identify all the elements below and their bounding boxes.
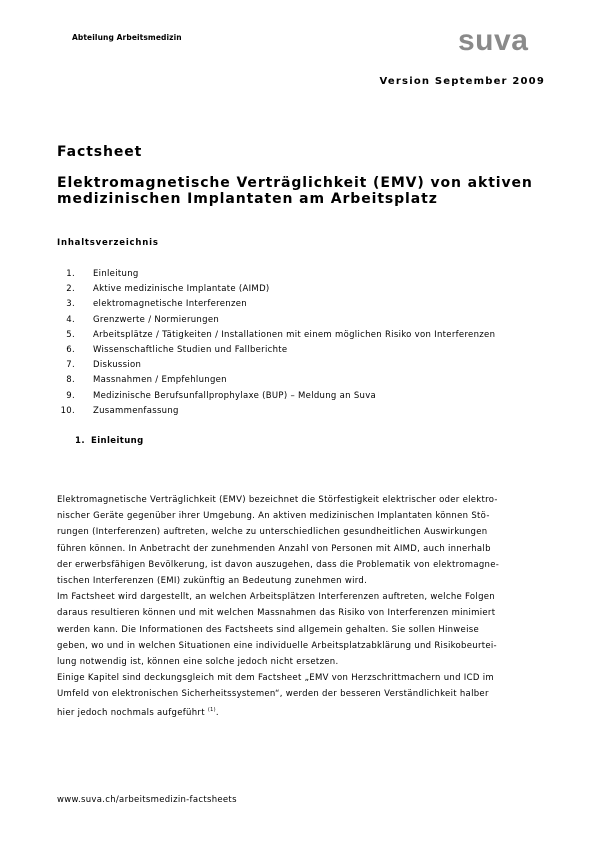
- toc-item-label: Zusammenfassung: [93, 405, 179, 416]
- toc-item-number: 8.: [66, 375, 75, 386]
- table-of-contents: [57, 269, 557, 421]
- toc-item: [57, 269, 557, 284]
- body-text: .: [215, 708, 219, 719]
- toc-item: [57, 284, 557, 299]
- toc-item: [57, 406, 557, 421]
- toc-item: [57, 315, 557, 330]
- toc-item-number: 3.: [66, 299, 75, 310]
- body-line: [57, 702, 549, 718]
- toc-item-number: 6.: [66, 344, 75, 355]
- body-line: lung notwendig ist, können eine solche jedoch nicht ersetzen.: [57, 656, 339, 667]
- toc-heading: Inhaltsverzeichnis: [57, 238, 159, 248]
- toc-item: [57, 375, 557, 390]
- toc-item-label: Einleitung: [93, 269, 139, 279]
- toc-item: [57, 345, 557, 360]
- body-line: tischen Interferenzen (EMI) zukünftig an Bedeutung zunehmen wird.: [57, 575, 368, 586]
- title-line: medizinischen Implantaten am Arbeitsplatz: [57, 191, 438, 207]
- toc-item-label: Wissenschaftliche Studien und Fallberichte: [93, 344, 288, 355]
- toc-item: [57, 360, 557, 375]
- toc-item-number: 1.: [66, 269, 75, 279]
- toc-item-label: elektromagnetische Interferenzen: [93, 299, 247, 310]
- body-line: der erwerbsfähigen Bevölkerung, ist davon auszugehen, dass die Problematik von elektromagne-: [57, 559, 500, 570]
- suva-logo: suva: [458, 24, 529, 57]
- body-text: hier jedoch nochmals aufgeführt: [57, 708, 205, 719]
- document-title: [57, 175, 557, 207]
- title-line: Elektromagnetische Verträglichkeit (EMV) von aktiven: [57, 175, 533, 191]
- section-title: Einleitung: [91, 436, 144, 446]
- body-line: rungen (Interferenzen) auftreten, welche zu unterschiedlichen gesundheitlichen Auswirkungen: [57, 527, 488, 538]
- footnote-reference[interactable]: (1): [207, 707, 216, 714]
- body-line: geben, wo und in welchen Situationen eine individuelle Arbeitsplatzabklärung und Risikobeurtei-: [57, 640, 497, 651]
- body-line: daraus resultieren können und mit welchen Massnahmen das Risiko von Interferenzen minimiert: [57, 608, 496, 619]
- toc-item-number: 4.: [66, 314, 75, 325]
- toc-item: [57, 299, 557, 314]
- department-label: Abteilung Arbeitsmedizin: [72, 33, 182, 42]
- toc-item-number: 10.: [60, 405, 75, 416]
- toc-item-label: Diskussion: [93, 360, 142, 371]
- version-label: Version September 2009: [379, 76, 545, 87]
- toc-item: [57, 391, 557, 406]
- body-line: führen können. In Anbetracht der zunehmenden Anzahl von Personen mit AIMD, auch innerhalb: [57, 543, 491, 554]
- document-type-heading: Factsheet: [57, 144, 143, 160]
- toc-item-number: 2.: [66, 284, 75, 295]
- body-line: werden kann. Die Informationen des Factsheets sind allgemein gehalten. Sie sollen Hinweise: [57, 624, 480, 635]
- section-number: 1.: [75, 436, 85, 446]
- toc-item-label: Arbeitsplätze / Tätigkeiten / Installationen mit einem möglichen Risiko von Interferenzen: [93, 329, 496, 340]
- body-line: nischer Geräte gegenüber ihrer Umgebung. An aktiven medizinischen Implantaten können Stö-: [57, 511, 490, 522]
- toc-item-label: Grenzwerte / Normierungen: [93, 314, 220, 325]
- body-line: Umfeld von elektronischen Sicherheitssystemen“, werden der besseren Verständlichkeit halber: [57, 689, 489, 700]
- footer-url[interactable]: www.suva.ch/arbeitsmedizin-factsheets: [57, 795, 237, 805]
- toc-item-label: Medizinische Berufsunfallprophylaxe (BUP) – Meldung an Suva: [93, 390, 377, 401]
- body-line: Im Factsheet wird dargestellt, an welchen Arbeitsplätzen Interferenzen auftreten, welche Folgen: [57, 592, 495, 603]
- body-line: Elektromagnetische Verträglichkeit (EMV) bezeichnet die Störfestigkeit elektrischer oder elektro-: [57, 495, 498, 505]
- toc-item-label: Massnahmen / Empfehlungen: [93, 375, 227, 386]
- toc-item-number: 5.: [66, 329, 75, 340]
- toc-item-number: 9.: [66, 390, 75, 401]
- toc-item-label: Aktive medizinische Implantate (AIMD): [93, 284, 270, 295]
- toc-item-number: 7.: [66, 360, 75, 371]
- section-heading: [75, 436, 144, 446]
- section-body: [57, 492, 549, 719]
- body-line: Einige Kapitel sind deckungsgleich mit dem Factsheet „EMV von Herzschrittmachern und ICD im: [57, 673, 494, 684]
- toc-item: [57, 330, 557, 345]
